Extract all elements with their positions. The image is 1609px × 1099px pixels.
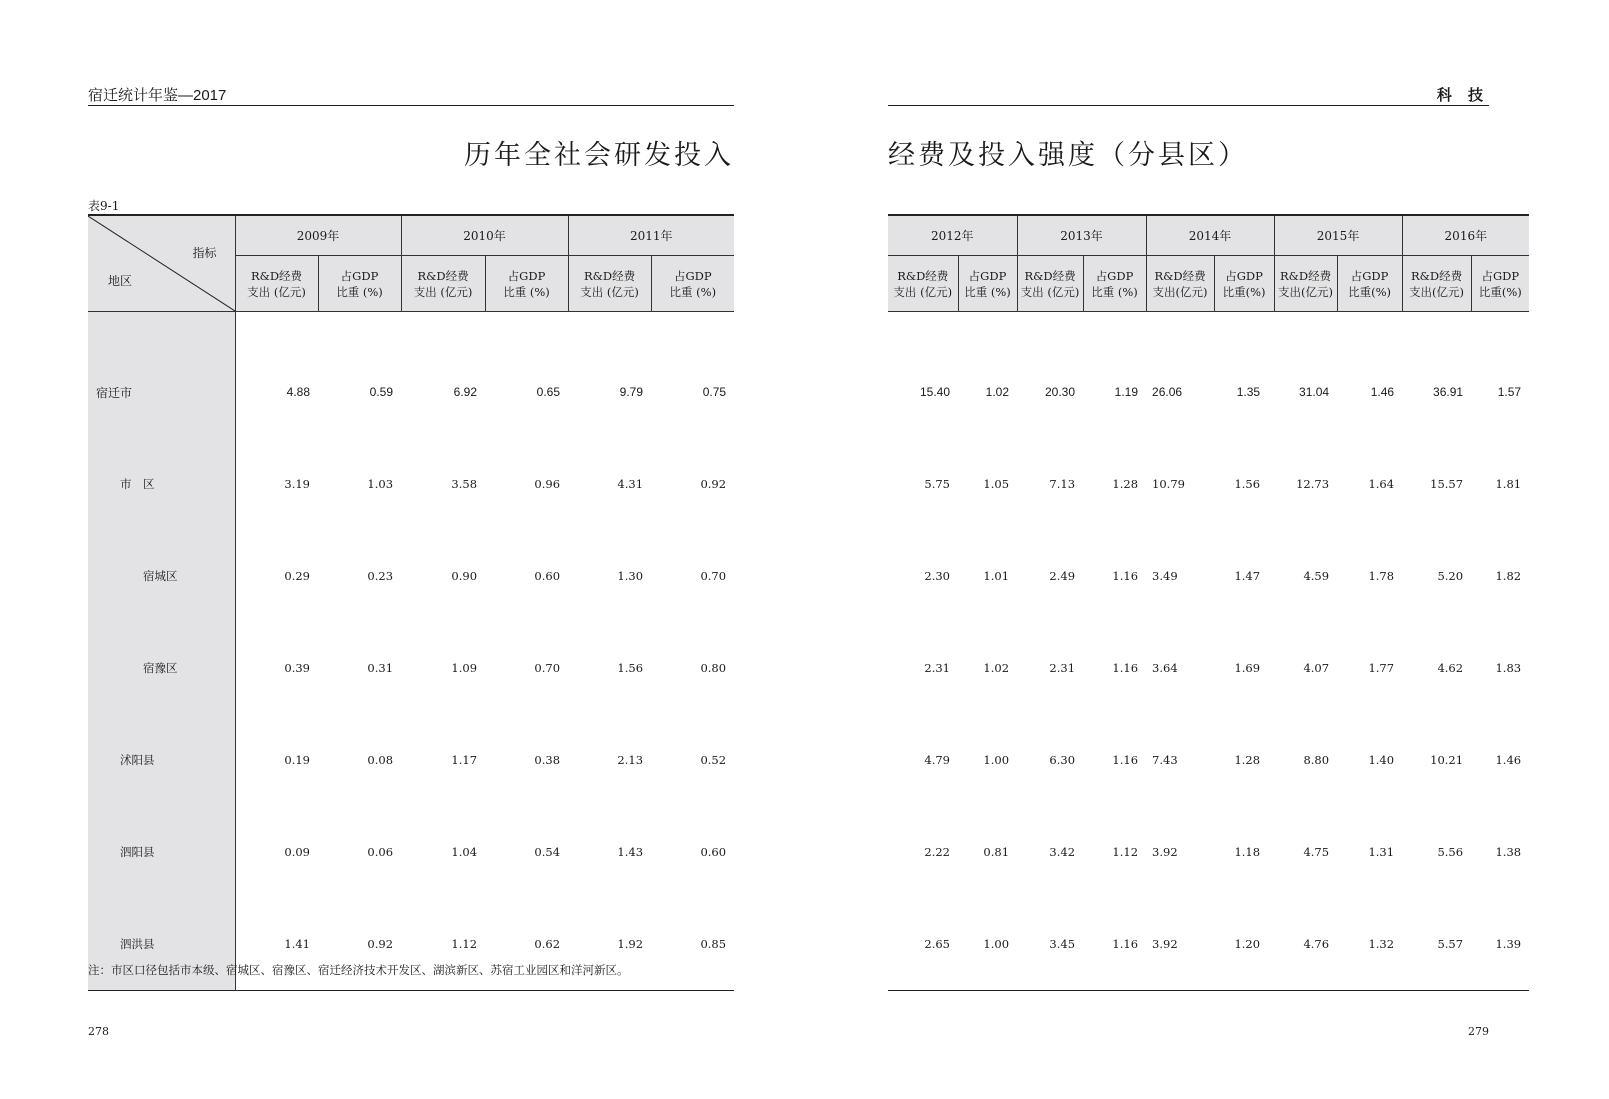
rd-line2: 支出(亿元) (1409, 284, 1465, 299)
value-cell: 0.65 (536, 385, 561, 399)
value-cell: 0.09 (284, 845, 310, 859)
value-cell: 9.79 (619, 385, 644, 399)
corner-diagonal (88, 216, 235, 311)
value-cell: 1.69 (1234, 661, 1261, 675)
year-header: 2011年 (568, 215, 734, 256)
rd-spend-header (401, 256, 485, 312)
table-number: 表9-1 (88, 199, 120, 213)
value-cell: 3.64 (1152, 661, 1178, 675)
table-row (88, 530, 734, 622)
value-cell: 0.23 (367, 569, 394, 583)
value-cell: 0.62 (534, 937, 561, 951)
gdp-share-header (1471, 256, 1529, 312)
rd-line1: R&D经费 (1154, 268, 1206, 283)
table-row (88, 346, 734, 438)
corner-region-label: 地区 (108, 274, 133, 288)
value-cell: 1.35 (1236, 385, 1261, 399)
value-cell: 26.06 (1152, 385, 1183, 399)
rd-spend-header (1402, 256, 1471, 312)
value-cell: 3.92 (1152, 845, 1178, 859)
value-cell: 0.85 (700, 937, 727, 951)
table-row (888, 530, 1529, 622)
value-cell: 1.92 (617, 937, 644, 951)
book-title: 宿迁统计年鉴—2017 (88, 87, 227, 104)
value-cell: 1.56 (1234, 477, 1261, 491)
year-header: 2013年 (1017, 215, 1146, 256)
value-cell: 2.22 (924, 845, 950, 859)
value-cell: 0.92 (367, 937, 394, 951)
value-cell: 2.13 (617, 753, 644, 767)
year-header: 2009年 (235, 215, 401, 256)
value-cell: 0.31 (367, 661, 394, 675)
left-data-table (88, 214, 734, 991)
value-cell: 5.56 (1437, 845, 1464, 859)
right-data-table (888, 214, 1529, 991)
value-cell: 1.02 (983, 661, 1010, 675)
rd-line1: R&D经费 (1024, 268, 1076, 283)
value-cell: 0.80 (700, 661, 727, 675)
value-cell: 2.65 (924, 937, 950, 951)
gdp-line1: 占GDP (1350, 268, 1389, 283)
value-cell: 1.28 (1112, 477, 1139, 491)
gdp-line2: 比重(%) (1348, 284, 1391, 299)
value-cell: 3.45 (1049, 937, 1076, 951)
value-cell: 0.59 (369, 385, 394, 399)
value-cell: 1.16 (1112, 937, 1139, 951)
gdp-share-header (1337, 256, 1402, 312)
rd-line1: R&D经费 (250, 268, 303, 283)
table-row (888, 622, 1529, 714)
value-cell: 1.43 (617, 845, 644, 859)
value-cell: 2.31 (924, 661, 950, 675)
value-cell: 4.62 (1437, 661, 1464, 675)
value-cell: 0.60 (700, 845, 727, 859)
value-cell: 20.30 (1044, 385, 1076, 399)
region-name: 市 区 (88, 438, 235, 530)
value-cell: 1.57 (1497, 385, 1522, 399)
value-cell: 1.32 (1368, 937, 1395, 951)
value-cell: 1.03 (367, 477, 394, 491)
value-cell: 1.39 (1495, 937, 1522, 951)
table-title-right: 经费及投入强度（分县区） (888, 140, 1248, 171)
value-cell: 0.70 (700, 569, 727, 583)
gdp-line1: 占GDP (507, 268, 546, 283)
value-cell: 1.05 (983, 477, 1010, 491)
value-cell: 1.18 (1234, 845, 1261, 859)
value-cell: 0.75 (702, 385, 727, 399)
rd-line2: 支出 (亿元) (893, 284, 953, 299)
year-header: 2012年 (888, 215, 1017, 256)
value-cell: 4.75 (1303, 845, 1330, 859)
rd-line2: 支出 (亿元) (1020, 284, 1080, 299)
region-name: 宿城区 (88, 530, 235, 622)
value-cell: 1.19 (1114, 385, 1139, 399)
value-cell: 1.12 (451, 937, 478, 951)
table-title-left: 历年全社会研发投入 (464, 140, 734, 171)
gdp-share-header (1083, 256, 1146, 312)
value-cell: 10.21 (1430, 753, 1464, 767)
rd-line1: R&D经费 (897, 268, 949, 283)
value-cell: 1.00 (983, 753, 1010, 767)
value-cell: 5.20 (1437, 569, 1464, 583)
value-cell: 1.64 (1368, 477, 1395, 491)
gdp-line1: 占GDP (1481, 268, 1520, 283)
gdp-line2: 比重 (%) (669, 284, 717, 299)
table-row (888, 898, 1529, 991)
corner-indicator-label: 指标 (192, 246, 217, 260)
region-name: 泗洪县 (88, 898, 235, 991)
gdp-line2: 比重 (%) (336, 284, 383, 299)
value-cell: 3.58 (451, 477, 478, 491)
value-cell: 0.54 (534, 845, 561, 859)
gdp-line1: 占GDP (673, 268, 712, 283)
rd-line1: R&D经费 (1279, 268, 1332, 283)
value-cell: 0.39 (284, 661, 310, 675)
value-cell: 6.92 (453, 385, 478, 399)
table-row (88, 806, 734, 898)
value-cell: 12.73 (1296, 477, 1330, 491)
value-cell: 31.04 (1299, 385, 1330, 399)
region-name: 宿豫区 (88, 622, 235, 714)
value-cell: 3.42 (1049, 845, 1076, 859)
gdp-line2: 比重 (%) (964, 284, 1011, 299)
value-cell: 1.77 (1368, 661, 1395, 675)
value-cell: 0.08 (367, 753, 394, 767)
value-cell: 1.81 (1495, 477, 1522, 491)
rd-line2: 支出(亿元) (1152, 284, 1208, 299)
rd-line2: 支出 (亿元) (580, 284, 639, 299)
value-cell: 4.07 (1303, 661, 1330, 675)
table-row (888, 714, 1529, 806)
value-cell: 5.75 (924, 477, 950, 491)
corner-cell (88, 215, 235, 312)
value-cell: 1.28 (1234, 753, 1261, 767)
value-cell: 8.80 (1303, 753, 1330, 767)
value-cell: 1.82 (1495, 569, 1522, 583)
rd-line2: 支出 (亿元) (247, 284, 306, 299)
value-cell: 0.52 (700, 753, 727, 767)
region-name: 宿迁市 (88, 346, 235, 438)
rd-spend-header (568, 256, 651, 312)
gdp-line2: 比重(%) (1478, 284, 1522, 299)
value-cell: 2.31 (1049, 661, 1076, 675)
gdp-share-header (958, 256, 1017, 312)
value-cell: 0.70 (534, 661, 561, 675)
value-cell: 4.79 (924, 753, 950, 767)
value-cell: 0.19 (284, 753, 310, 767)
rd-spend-header (235, 256, 318, 312)
rd-spend-header (1017, 256, 1083, 312)
header-rule-right (888, 105, 1489, 106)
rd-line2: 支出 (亿元) (413, 284, 473, 299)
table-row (888, 346, 1529, 438)
gdp-share-header (485, 256, 568, 312)
page-number-left: 278 (88, 1025, 109, 1038)
value-cell: 0.81 (983, 845, 1010, 859)
table-row (88, 622, 734, 714)
rd-line1: R&D经费 (583, 268, 636, 283)
value-cell: 1.12 (1112, 845, 1139, 859)
gdp-line2: 比重 (%) (503, 284, 550, 299)
value-cell: 1.30 (617, 569, 644, 583)
region-name: 沭阳县 (88, 714, 235, 806)
value-cell: 1.01 (983, 569, 1010, 583)
value-cell: 1.20 (1234, 937, 1261, 951)
page-number-right: 279 (1468, 1025, 1489, 1038)
value-cell: 4.88 (286, 385, 310, 399)
year-header: 2014年 (1146, 215, 1274, 256)
value-cell: 10.79 (1152, 477, 1185, 491)
value-cell: 0.29 (284, 569, 310, 583)
value-cell: 1.38 (1495, 845, 1522, 859)
gdp-line2: 比重(%) (1222, 284, 1266, 299)
value-cell: 0.92 (700, 477, 727, 491)
gdp-line1: 占GDP (1095, 268, 1134, 283)
table-row (88, 714, 734, 806)
value-cell: 15.40 (919, 385, 950, 399)
value-cell: 1.78 (1368, 569, 1395, 583)
value-cell: 7.13 (1049, 477, 1076, 491)
value-cell: 1.41 (284, 937, 310, 951)
value-cell: 1.31 (1368, 845, 1395, 859)
value-cell: 0.38 (534, 753, 561, 767)
rd-spend-header (1274, 256, 1337, 312)
value-cell: 1.16 (1112, 569, 1139, 583)
value-cell: 0.96 (534, 477, 561, 491)
value-cell: 2.30 (924, 569, 950, 583)
gdp-line1: 占GDP (968, 268, 1007, 283)
year-header: 2016年 (1402, 215, 1529, 256)
section-title: 科 技 (1436, 87, 1489, 104)
value-cell: 1.56 (617, 661, 644, 675)
value-cell: 1.02 (985, 385, 1010, 399)
value-cell: 1.46 (1495, 753, 1522, 767)
value-cell: 1.17 (451, 753, 478, 767)
value-cell: 1.09 (451, 661, 478, 675)
gdp-line1: 占GDP (340, 268, 379, 283)
gdp-share-header (1214, 256, 1274, 312)
value-cell: 7.43 (1152, 753, 1178, 767)
value-cell: 2.49 (1049, 569, 1076, 583)
value-cell: 4.76 (1303, 937, 1330, 951)
header-rule-left (88, 105, 734, 106)
table-row (88, 438, 734, 530)
gdp-line2: 比重 (%) (1091, 284, 1138, 299)
region-name: 泗阳县 (88, 806, 235, 898)
value-cell: 1.16 (1112, 753, 1139, 767)
value-cell: 0.06 (367, 845, 394, 859)
value-cell: 3.19 (284, 477, 310, 491)
value-cell: 1.16 (1112, 661, 1139, 675)
value-cell: 6.30 (1049, 753, 1076, 767)
rd-spend-header (888, 256, 958, 312)
value-cell: 36.91 (1433, 385, 1464, 399)
value-cell: 1.46 (1370, 385, 1395, 399)
value-cell: 4.31 (617, 477, 644, 491)
rd-line2: 支出(亿元) (1278, 284, 1334, 299)
value-cell: 3.92 (1152, 937, 1178, 951)
gdp-share-header (318, 256, 401, 312)
value-cell: 1.47 (1234, 569, 1261, 583)
gdp-share-header (651, 256, 734, 312)
value-cell: 3.49 (1152, 569, 1178, 583)
table-footnote: 注：市区口径包括市本级、宿城区、宿豫区、宿迁经济技术开发区、湖滨新区、苏宿工业园区和洋河新区。 (88, 963, 629, 977)
table-row (888, 438, 1529, 530)
year-header: 2015年 (1274, 215, 1402, 256)
value-cell: 1.40 (1368, 753, 1395, 767)
value-cell: 0.60 (534, 569, 561, 583)
value-cell: 15.57 (1430, 477, 1464, 491)
value-cell: 1.04 (451, 845, 478, 859)
value-cell: 0.90 (451, 569, 478, 583)
value-cell: 1.00 (983, 937, 1010, 951)
rd-line1: R&D经费 (417, 268, 469, 283)
value-cell: 5.57 (1437, 937, 1464, 951)
table-row (888, 806, 1529, 898)
gdp-line1: 占GDP (1225, 268, 1263, 283)
value-cell: 4.59 (1303, 569, 1330, 583)
rd-spend-header (1146, 256, 1214, 312)
rd-line1: R&D经费 (1411, 268, 1463, 283)
value-cell: 1.83 (1495, 661, 1522, 675)
year-header: 2010年 (401, 215, 568, 256)
